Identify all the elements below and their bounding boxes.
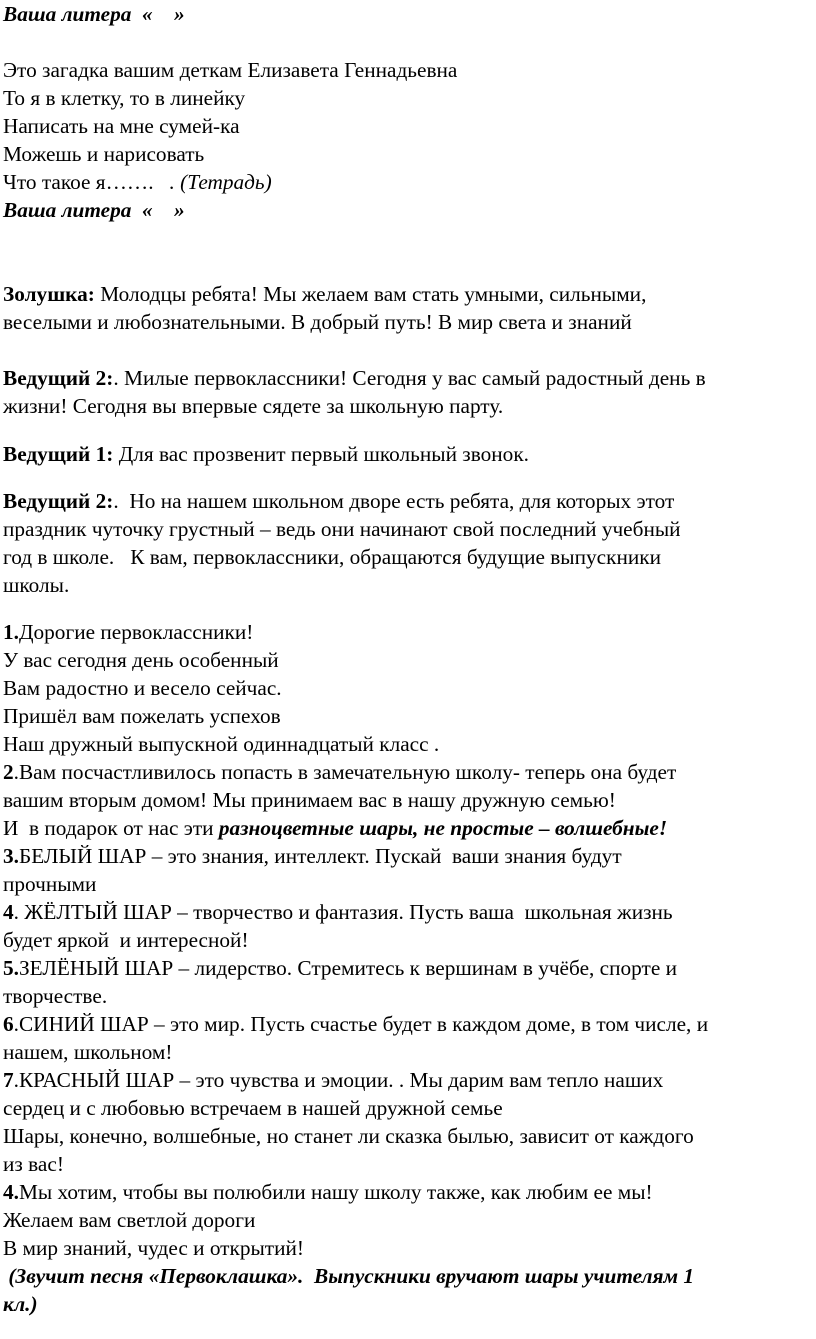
text-segment: нашем, школьном! [3,1040,173,1064]
text-segment: из вас! [3,1152,64,1176]
text-segment: прочными [3,872,97,896]
text-line [3,983,107,1010]
text-segment: . Но на нашем школьном дворе есть ребята, для которых этот [113,489,675,513]
text-line [3,85,245,112]
text-segment: Ведущий 2: [3,366,114,390]
text-line [3,1263,694,1290]
text-line [3,197,185,224]
text-line [3,309,632,336]
text-segment: И в подарок от нас эти [3,816,219,840]
text-line [3,141,204,168]
text-line [3,759,676,786]
text-segment: Ваша литера « » [3,2,185,26]
text-segment: школы. [3,573,70,597]
text-segment: . Милые первоклассники! Сегодня у вас самый радостный день в [113,366,706,390]
text-line [3,1,185,28]
text-line [3,113,240,140]
text-segment: Молодцы ребята! Мы желаем вам стать умными, сильными, [100,282,647,306]
text-line [3,1235,304,1262]
text-line [3,488,674,515]
text-segment: . ЖЁЛТЫЙ ШАР – творчество и фантазия. Пусть ваша школьная жизнь [13,900,673,924]
text-segment: Ведущий 1: [3,442,119,466]
text-segment: (Звучит песня «Первоклашка». Выпускники вручают шары учителям 1 [8,1264,695,1288]
text-line [3,393,503,420]
text-segment: кл.) [3,1292,38,1316]
text-segment: Мы хотим, чтобы вы полюбили нашу школу также, как любим ее мы! [18,1180,653,1204]
text-segment: будет яркой и интересной! [3,928,249,952]
text-line [3,572,69,599]
text-line [3,441,529,468]
text-segment: жизни! Сегодня вы впервые сядете за школьную парту. [3,394,504,418]
text-segment: БЕЛЫЙ ШАР – это знания, интеллект. Пускай ваши знания будут [18,844,622,868]
text-segment: 4. [3,1180,19,1204]
text-segment: Вам радостно и весело сейчас. [3,676,282,700]
text-line [3,955,677,982]
text-line [3,1011,708,1038]
text-segment: веселыми и любознательными. В добрый путь! В мир света и знаний [3,310,632,334]
text-line [3,619,253,646]
text-line [3,1179,653,1206]
text-segment: У вас сегодня день особенный [3,648,279,672]
text-segment: Ваша литера « » [3,198,185,222]
text-line [3,544,661,571]
text-line [3,1151,64,1178]
text-line [3,516,681,543]
text-line [3,815,667,842]
text-segment: Написать на мне сумей-ка [3,114,240,138]
text-segment: Желаем вам светлой дороги [3,1208,256,1232]
text-segment: Пришёл вам пожелать успехов [3,704,281,728]
text-line [3,731,439,758]
text-line [3,1123,694,1150]
text-line [3,57,457,84]
text-segment: сердец и с любовью встречаем в нашей дружной семье [3,1096,503,1120]
text-segment: разноцветные шары, не простые – волшебные! [218,816,668,840]
text-segment: Ведущий 2: [3,489,114,513]
text-segment: Наш дружный выпускной одиннадцатый класс . [3,732,440,756]
text-line [3,787,616,814]
text-segment: 1. [3,620,19,644]
text-segment: творчестве. [3,984,108,1008]
text-segment: Золушка: [3,282,101,306]
text-line [3,899,673,926]
text-segment: То я в клетку, то в линейку [3,86,246,110]
text-line [3,927,249,954]
text-segment: ЗЕЛЁНЫЙ ШАР – лидерство. Стремитесь к вершинам в учёбе, спорте и [18,956,678,980]
text-segment: 7 [3,1068,14,1092]
text-segment: 4 [3,900,14,924]
text-segment: . (Тетрадь) [169,170,272,194]
text-segment: 6 [3,1012,14,1036]
text-segment: Это загадка вашим деткам Елизавета Геннадьевна [3,58,458,82]
text-line [3,703,281,730]
text-line [3,365,706,392]
text-segment: Для вас прозвенит первый школьный звонок. [118,442,529,466]
text-segment: Что такое я……. [3,170,170,194]
text-segment: год в школе. К вам, первоклассники, обращаются будущие выпускники [3,545,661,569]
text-segment: .Вам посчастливилось попасть в замечательную школу- теперь она будет [13,760,677,784]
text-line [3,1207,255,1234]
text-line [3,675,282,702]
text-segment: 5. [3,956,19,980]
text-segment: Можешь и нарисовать [3,142,205,166]
text-segment: вашим вторым домом! Мы принимаем вас в нашу дружную семью! [3,788,616,812]
text-line [3,281,646,308]
text-segment: 2 [3,760,14,784]
text-line [3,1095,503,1122]
text-segment: .КРАСНЫЙ ШАР – это чувства и эмоции. . Мы дарим вам тепло наших [13,1068,664,1092]
text-segment: Дорогие первоклассники! [18,620,254,644]
text-line [3,843,622,870]
text-segment: праздник чуточку грустный – ведь они начинают свой последний учебный [3,517,681,541]
text-line [3,169,272,196]
text-segment: 3. [3,844,19,868]
text-segment: .СИНИЙ ШАР – это мир. Пусть счастье будет в каждом доме, в том числе, и [13,1012,709,1036]
text-line [3,871,96,898]
text-line [3,1039,172,1066]
text-segment: Шары, конечно, волшебные, но станет ли сказка былью, зависит от каждого [3,1124,694,1148]
text-segment: В мир знаний, чудес и открытий! [3,1236,304,1260]
text-line [3,647,279,674]
text-line [3,1067,663,1094]
text-line [3,1291,38,1318]
